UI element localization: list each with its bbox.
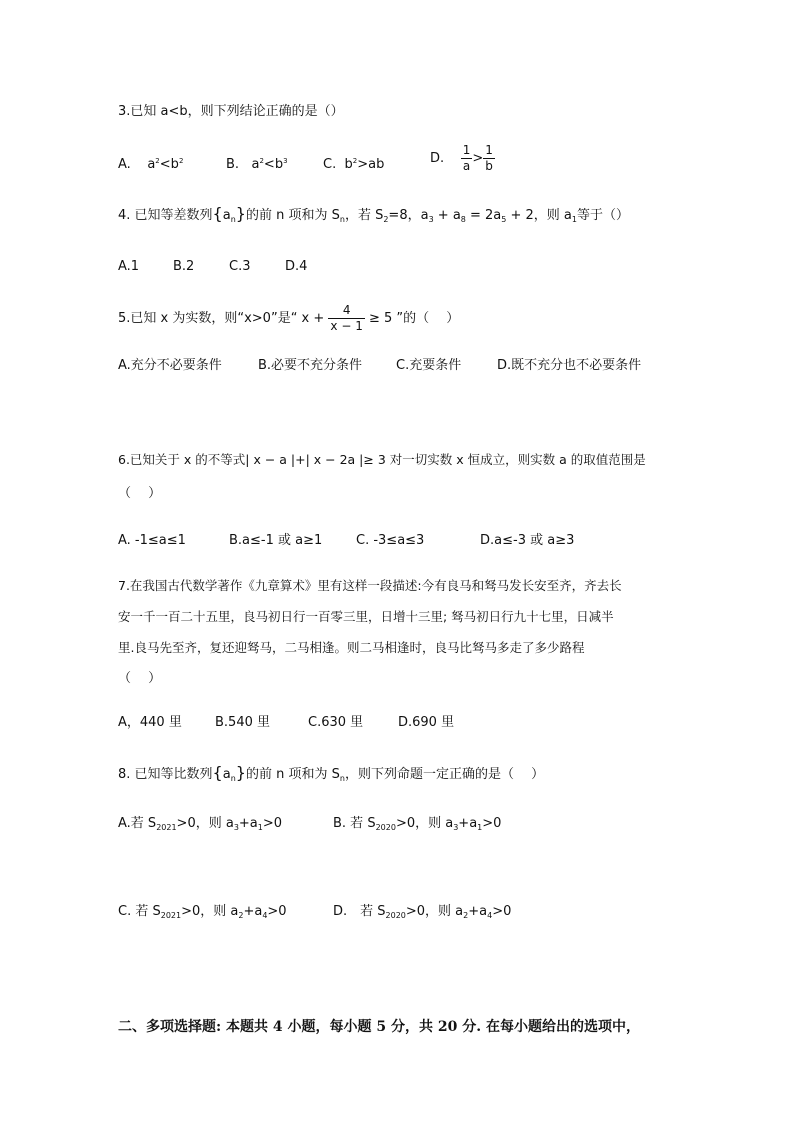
q5-option-b: B.必要不充分条件 (258, 358, 363, 373)
q3-fraction-1-over-a: $\frac{1}{a}$ (462, 143, 471, 173)
q7-line-3: 里.良马先至齐，复还迎驽马，二马相逢。则二马相逢时，良马比驽马多走了多少路程 (118, 640, 585, 655)
q5-fraction: $\frac{4}{x - 1}$ (330, 303, 363, 333)
q6-option-a: A. -1≤a≤1 (118, 533, 186, 548)
q4-stem: 4. 已知等差数列$\{a_n\}$的前 n 项和为 $S_n$，若 $S_2=8$，$a_3 + a_8 = 2a_5 + 2$，则 $a_1$等于（） (118, 204, 630, 224)
q3-fraction-1-over-b: $\frac{1}{b}$ (485, 143, 493, 173)
q5-option-a: A.充分不必要条件 (118, 358, 222, 373)
q6-option-d: D.a≤-3 或 a≥3 (480, 533, 575, 548)
q7-paren: （ ） (118, 671, 162, 686)
q8-stem: 8. 已知等比数列$\{a_n\}$的前 n 项和为 $S_n$，则下列命题一定正确的是（ ） (118, 763, 545, 783)
q4-option-c: C.3 (229, 259, 251, 274)
q6-option-b: B.a≤-1 或 a≥1 (229, 533, 323, 548)
q5-option-c: C.充要条件 (396, 358, 462, 373)
q5-option-d: D.既不充分也不必要条件 (497, 358, 642, 373)
q4-option-d: D.4 (285, 259, 308, 274)
q5-stem: 5.已知 x 为实数，则“x>0”是“ x + $\frac{4}{x - 1}$ ≥ 5 ”的（ ） (118, 303, 460, 333)
q3-option-c: C. $b^2>ab$ (323, 157, 385, 172)
q3-stem: 3.已知 a<b，则下列结论正确的是（） (118, 104, 344, 119)
q7-option-d: D.690 里 (398, 715, 455, 730)
q3-option-b: B. $a^2<b^3$ (226, 157, 288, 172)
q8-option-a: A.若 $S_{2021}>0$，则 $a_3+a_1>0$ (118, 816, 283, 832)
q7-option-b: B.540 里 (215, 715, 270, 730)
q6-stem: 6.已知关于 x 的不等式| x − a |+| x − 2a |≥ 3 对一切实数 x 恒成立，则实数 a 的取值范围是 (118, 452, 646, 467)
section-2-heading: 二、多项选择题: 本题共 4 小题，每小题 5 分，共 20 分. 在每小题给出的选项中， (118, 1019, 640, 1035)
q6-paren: （ ） (118, 486, 162, 501)
q8-option-c: C. 若 $S_{2021}>0$，则 $a_2+a_4>0$ (118, 904, 287, 920)
q3-option-d: D. $\frac{1}{a}$ > $\frac{1}{b}$ (430, 143, 493, 173)
q7-line-1: 7.在我国古代数学著作《九章算术》里有这样一段描述:今有良马和驽马发长安至齐，齐去长 (118, 578, 622, 593)
q4-option-a: A.1 (118, 259, 140, 274)
q7-option-c: C.630 里 (308, 715, 364, 730)
q3-option-a: A. $a^2<b^2$ (118, 157, 184, 172)
q7-option-a: A，440 里 (118, 715, 182, 730)
q4-option-b: B.2 (173, 259, 195, 274)
q8-option-d: D. 若 $S_{2020}>0$，则 $a_2+a_4>0$ (333, 904, 512, 920)
q7-line-2: 安一千一百二十五里，良马初日行一百零三里，日增十三里; 驽马初日行九十七里，日减半 (118, 609, 614, 624)
q8-option-b: B. 若 $S_{2020}>0$，则 $a_3+a_1>0$ (333, 816, 502, 832)
q6-option-c: C. -3≤a≤3 (356, 533, 425, 548)
